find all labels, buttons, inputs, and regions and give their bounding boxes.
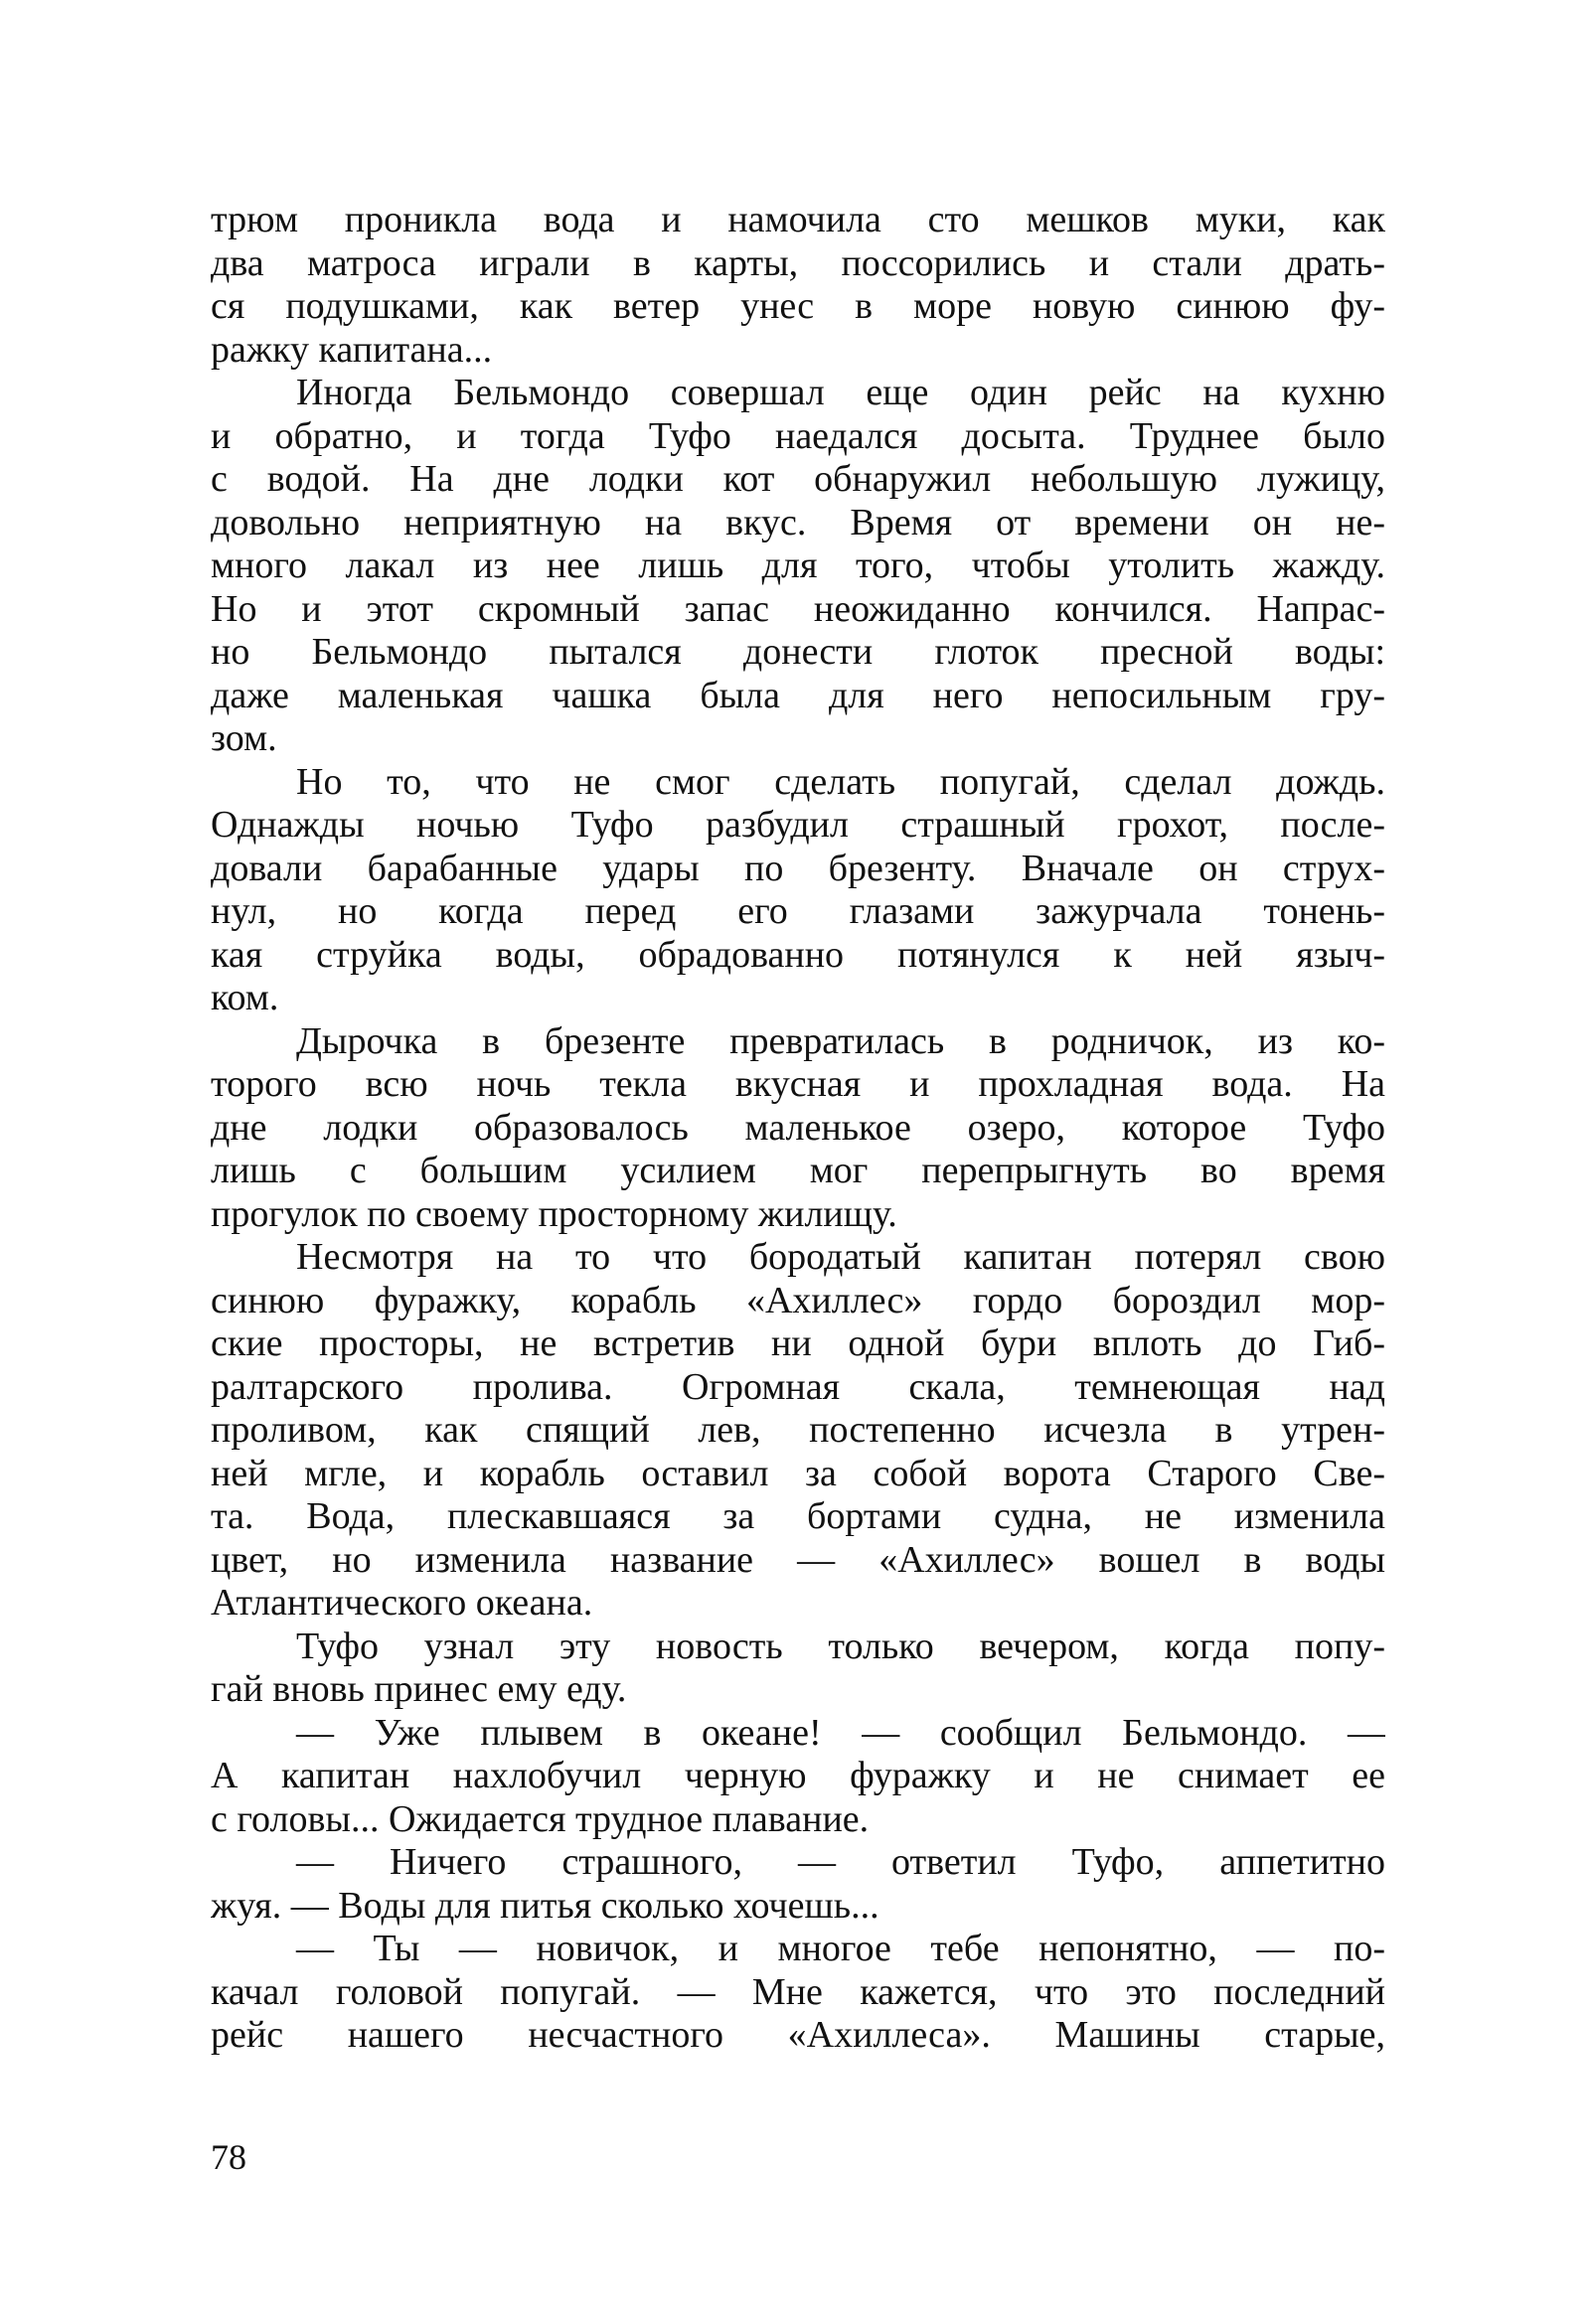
text-line: — Уже плывем в океане! — сообщил Бельмондо. — — [296, 1711, 1385, 1754]
text-line: жуя. — Воды для питья сколько хочешь... — [211, 1884, 879, 1927]
text-line: — Ты — новичок, и многое тебе непонятно, — по- — [296, 1928, 1385, 1969]
text-line: синюю фуражку, корабль «Ахиллес» гордо бороздил мор- — [211, 1279, 1385, 1321]
text-line: ней мгле, и корабль оставил за собой ворота Старого Све- — [211, 1452, 1385, 1494]
text-line: но Бельмондо пытался донести глоток пресной воды: — [211, 631, 1385, 673]
text-line: Но то, что не смог сделать попугай, сделал дождь. — [296, 760, 1385, 803]
text-line: торого всю ночь текла вкусная и прохладная вода. На — [211, 1063, 1385, 1105]
text-line: зом. — [211, 717, 277, 759]
text-line: ком. — [211, 977, 279, 1018]
text-line: Иногда Бельмондо совершал еще один рейс на кухню — [296, 372, 1385, 413]
text-line: Однажды ночью Туфо разбудил страшный грохот, после- — [211, 804, 1385, 846]
text-line: трюм проникла вода и намочила сто мешков муки, как — [211, 199, 1385, 240]
text-line: Дырочка в брезенте превратилась в родничок, из ко- — [296, 1019, 1385, 1062]
text-line: и обратно, и тогда Туфо наедался досыта. Труднее было — [211, 414, 1385, 457]
page-number: 78 — [211, 2137, 246, 2177]
text-line: дне лодки образовалось маленькое озеро, которое Туфо — [211, 1106, 1385, 1149]
text-line: Но и этот скромный запас неожиданно кончился. Напрас- — [211, 587, 1385, 630]
text-line: довали барабанные удары по брезенту. Вначале он струх- — [211, 847, 1385, 889]
text-line: проливом, как спящий лев, постепенно исчезла в утрен- — [211, 1409, 1385, 1451]
text-line: качал головой попугай. — Мне кажется, что это последний — [211, 1970, 1385, 2013]
text-line: довольно неприятную на вкус. Время от времени он не- — [211, 501, 1385, 543]
text-line: цвет, но изменила название — «Ахиллес» вошел в воды — [211, 1538, 1385, 1581]
text-line: ся подушками, как ветер унес в море новую синюю фу- — [211, 285, 1385, 327]
text-line: прогулок по своему просторному жилищу. — [211, 1192, 897, 1235]
text-line: ражку капитана... — [211, 328, 493, 371]
text-line: лишь с большим усилием мог перепрыгнуть во время — [211, 1150, 1385, 1191]
text-line: два матроса играли в карты, поссорились и стали драть- — [211, 241, 1385, 284]
text-line: та. Вода, плескавшаяся за бортами судна, не изменила — [211, 1495, 1385, 1537]
text-line: даже маленькая чашка была для него непосильным гру- — [211, 674, 1385, 716]
text-line: — Ничего страшного, — ответил Туфо, аппетитно — [296, 1841, 1385, 1883]
text-line: Несмотря на то что бородатый капитан потерял свою — [296, 1236, 1385, 1278]
text-line: много лакал из нее лишь для того, чтобы утолить жажду. — [211, 544, 1385, 586]
text-line: кая струйка воды, обрадованно потянулся к ней языч- — [211, 933, 1385, 976]
text-line: с водой. На дне лодки кот обнаружил небольшую лужицу, — [211, 458, 1385, 500]
text-line: ские просторы, не встретив ни одной бури вплоть до Гиб- — [211, 1322, 1385, 1364]
page-text — [211, 199, 1385, 2058]
text-line: А капитан нахлобучил черную фуражку и не снимает ее — [211, 1755, 1385, 1796]
text-line: гай вновь принес ему еду. — [211, 1668, 627, 1710]
text-line: рейс нашего несчастного «Ахиллеса». Машины старые, — [211, 2014, 1385, 2056]
text-line: Туфо узнал эту новость только вечером, когда попу- — [296, 1625, 1385, 1667]
text-line: Атлантического океана. — [211, 1582, 593, 1624]
text-line: нул, но когда перед его глазами зажурчала тонень- — [211, 890, 1385, 932]
text-line: ралтарского пролива. Огромная скала, темнеющая над — [211, 1365, 1385, 1408]
text-line: с головы... Ожидается трудное плавание. — [211, 1797, 870, 1840]
